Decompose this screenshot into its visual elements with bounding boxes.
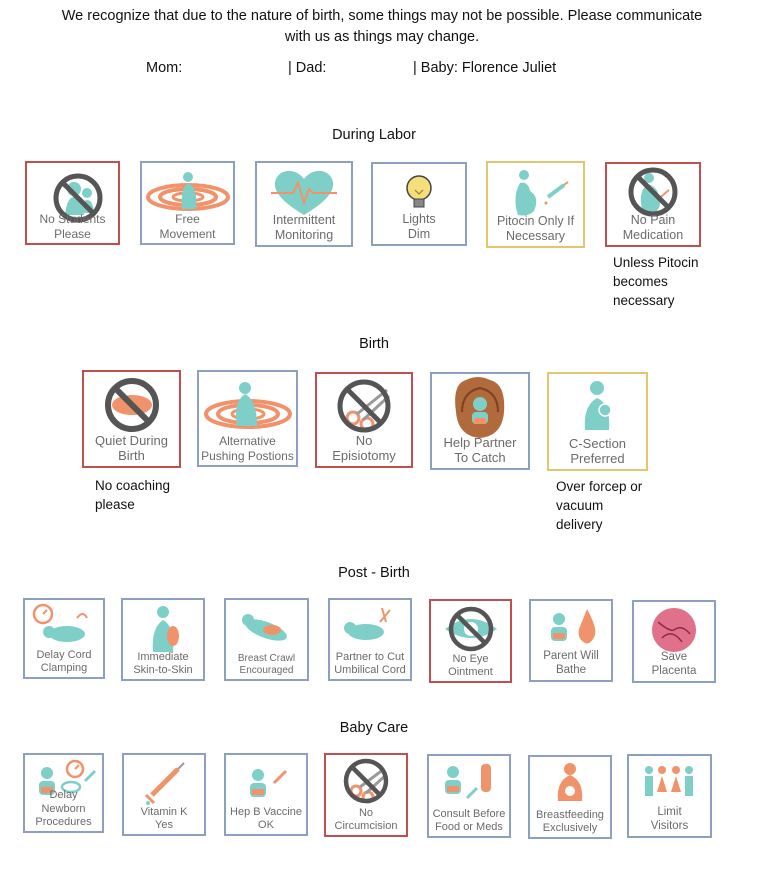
card-label: Delay Newborn Procedures — [35, 789, 92, 828]
card-partner-cut-cord — [328, 598, 412, 681]
card-no-students — [25, 161, 120, 245]
card-label: No Episiotomy — [332, 432, 396, 464]
card-label: Hep B Vaccine OK — [230, 805, 302, 831]
card-consult-before-food — [427, 754, 511, 838]
card-intermittent-monitoring — [255, 161, 353, 247]
card-c-section-preferred — [547, 372, 648, 471]
parents-line — [0, 60, 764, 80]
card-quiet-during-birth — [82, 370, 181, 468]
card-label: Consult Before Food or Meds — [432, 807, 506, 833]
intro-line-1: We recognize that due to the nature of birth, some things may not be possible. Please communicate — [61, 8, 703, 24]
card-label: Parent Will Bathe — [543, 650, 599, 677]
card-label: No Pain Medication — [622, 213, 684, 242]
card-skin-to-skin — [121, 598, 205, 681]
card-parent-will-bathe — [529, 599, 613, 682]
card-label: No Eye Ointment — [448, 652, 493, 678]
card-label: Lights Dim — [402, 212, 436, 241]
card-alternative-pushing — [197, 370, 298, 467]
card-delay-cord-clamping — [23, 598, 105, 679]
section-title-baby-care: Baby Care — [339, 720, 409, 736]
card-label: Limit Visitors — [650, 806, 689, 833]
card-label: Quiet During Birth — [95, 432, 168, 464]
note-no-coaching: No coaching please — [95, 478, 171, 512]
note-pitocin: Unless Pitocin becomes necessary — [613, 255, 699, 308]
card-label: Save Placenta — [651, 651, 697, 678]
card-label: Breast Crawl Encouraged — [237, 653, 296, 676]
card-no-eye-ointment — [429, 599, 512, 683]
card-label: Breastfeeding Exclusively — [536, 808, 604, 834]
baby-label: | Baby: Florence Juliet — [413, 60, 557, 76]
card-lights-dim — [371, 162, 467, 246]
card-help-partner-catch — [430, 372, 530, 470]
card-limit-visitors — [627, 754, 712, 838]
dad-label: | Dad: — [288, 60, 327, 76]
card-label: C-Section Preferred — [568, 435, 627, 467]
card-label: No Students Please — [39, 212, 106, 241]
card-label: Immediate Skin-to-Skin — [133, 650, 193, 676]
card-label: Alternative Pushing Postions — [201, 434, 294, 463]
intro-text — [0, 6, 764, 48]
card-breast-crawl — [224, 598, 309, 681]
card-no-episiotomy — [315, 372, 413, 468]
card-hep-b-vaccine — [224, 753, 308, 836]
section-title-labor: During Labor — [332, 127, 416, 143]
card-no-circumcision — [324, 753, 408, 837]
card-label: Help Partner To Catch — [443, 434, 517, 466]
card-label: Free Movement — [159, 212, 216, 241]
section-title-post-birth: Post - Birth — [338, 565, 410, 581]
intro-line-2: with us as things may change. — [284, 29, 480, 45]
section-title-birth: Birth — [359, 336, 389, 352]
card-no-pain-medication — [605, 162, 701, 247]
card-breastfeeding-exclusively — [528, 755, 612, 839]
card-label: Partner to Cut Umbilical Cord — [334, 650, 406, 676]
card-label: Vitamin K Yes — [140, 805, 188, 831]
card-label: No Circumcision — [334, 806, 398, 832]
card-free-movement — [140, 161, 235, 245]
card-save-placenta — [632, 600, 716, 683]
card-pitocin-only — [486, 161, 585, 248]
card-delay-newborn-procedures — [23, 753, 104, 833]
card-label: Intermittent Monitoring — [272, 213, 336, 242]
card-label: Delay Cord Clamping — [36, 648, 92, 674]
mom-label: Mom: — [146, 60, 183, 76]
note-over-forcep: Over forcep or vacuum delivery — [556, 479, 643, 532]
card-label: Pitocin Only If Necessary — [496, 214, 575, 243]
card-vitamin-k — [122, 753, 206, 836]
